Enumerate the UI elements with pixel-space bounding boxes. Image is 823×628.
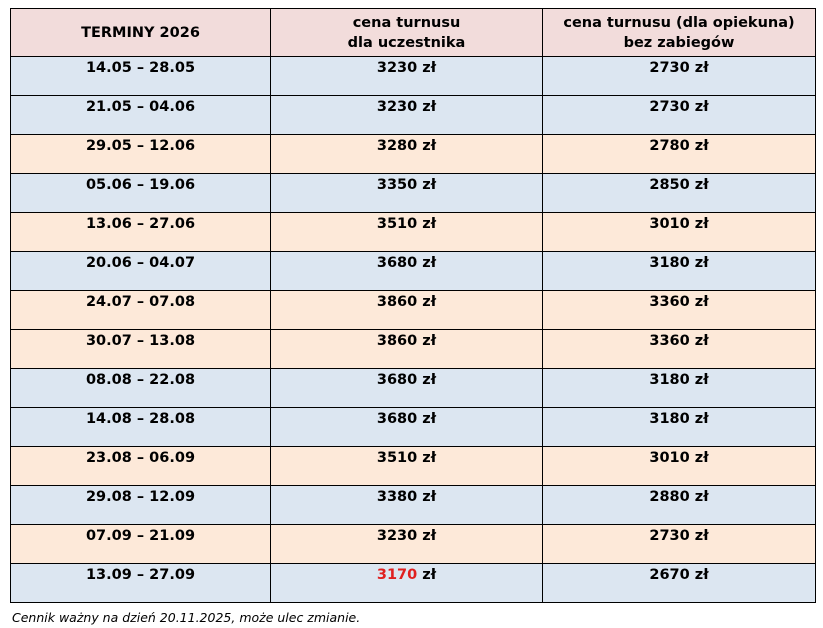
term-cell: 14.08 – 28.08 bbox=[11, 408, 271, 447]
participant-price-cell: 3680 zł bbox=[271, 408, 543, 447]
caregiver-price-cell: 2730 zł bbox=[543, 96, 816, 135]
table-row bbox=[11, 447, 816, 486]
caregiver-price-cell: 3010 zł bbox=[543, 447, 816, 486]
participant-price-cell: 3680 zł bbox=[271, 369, 543, 408]
caregiver-price-cell: 2880 zł bbox=[543, 486, 816, 525]
caregiver-price-cell: 3360 zł bbox=[543, 291, 816, 330]
header-participant-line-2: dla uczestnika bbox=[347, 34, 466, 51]
participant-price-cell: 3350 zł bbox=[271, 174, 543, 213]
term-cell: 24.07 – 07.08 bbox=[11, 291, 271, 330]
caregiver-price-cell: 3180 zł bbox=[543, 408, 816, 447]
participant-price-cell: 3510 zł bbox=[271, 447, 543, 486]
table-row bbox=[11, 564, 816, 603]
term-cell: 14.05 – 28.05 bbox=[11, 57, 271, 96]
table-header-row bbox=[11, 9, 816, 57]
header-caregiver-line-2: bez zabiegów bbox=[623, 34, 735, 51]
header-participant-price bbox=[271, 9, 543, 57]
term-cell: 08.08 – 22.08 bbox=[11, 369, 271, 408]
participant-price-cell bbox=[271, 564, 543, 603]
header-terms-label: TERMINY 2026 bbox=[81, 24, 200, 41]
participant-price-cell: 3510 zł bbox=[271, 213, 543, 252]
caregiver-price-cell: 3180 zł bbox=[543, 252, 816, 291]
participant-price-cell: 3380 zł bbox=[271, 486, 543, 525]
term-cell: 29.05 – 12.06 bbox=[11, 135, 271, 174]
term-cell: 13.06 – 27.06 bbox=[11, 213, 271, 252]
table-row bbox=[11, 174, 816, 213]
table-row bbox=[11, 486, 816, 525]
term-cell: 23.08 – 06.09 bbox=[11, 447, 271, 486]
table-row bbox=[11, 369, 816, 408]
caregiver-price-cell: 2730 zł bbox=[543, 525, 816, 564]
term-cell: 13.09 – 27.09 bbox=[11, 564, 271, 603]
caregiver-price-cell: 2670 zł bbox=[543, 564, 816, 603]
table-row bbox=[11, 135, 816, 174]
term-cell: 21.05 – 04.06 bbox=[11, 96, 271, 135]
table-row bbox=[11, 57, 816, 96]
participant-price-cell: 3230 zł bbox=[271, 96, 543, 135]
participant-price-cell: 3280 zł bbox=[271, 135, 543, 174]
header-participant-line-1: cena turnusu bbox=[352, 14, 461, 31]
participant-price-cell: 3230 zł bbox=[271, 525, 543, 564]
term-cell: 29.08 – 12.09 bbox=[11, 486, 271, 525]
price-table bbox=[10, 8, 816, 603]
header-caregiver-line-1: cena turnusu (dla opiekuna) bbox=[563, 14, 795, 31]
caregiver-price-cell: 2780 zł bbox=[543, 135, 816, 174]
caregiver-price-cell: 3360 zł bbox=[543, 330, 816, 369]
price-unit: zł bbox=[417, 567, 437, 583]
participant-price-cell: 3680 zł bbox=[271, 252, 543, 291]
caregiver-price-cell: 2730 zł bbox=[543, 57, 816, 96]
highlighted-price-amount: 3170 bbox=[376, 567, 418, 583]
header-caregiver-price bbox=[543, 9, 816, 57]
table-row bbox=[11, 291, 816, 330]
table-row bbox=[11, 408, 816, 447]
header-terms bbox=[11, 9, 271, 57]
caregiver-price-cell: 2850 zł bbox=[543, 174, 816, 213]
caregiver-price-cell: 3180 zł bbox=[543, 369, 816, 408]
table-row bbox=[11, 525, 816, 564]
table-row bbox=[11, 213, 816, 252]
term-cell: 07.09 – 21.09 bbox=[11, 525, 271, 564]
validity-footnote: Cennik ważny na dzień 20.11.2025, może ulec zmianie. bbox=[12, 610, 361, 625]
table-row bbox=[11, 330, 816, 369]
table-row bbox=[11, 252, 816, 291]
participant-price-cell: 3230 zł bbox=[271, 57, 543, 96]
caregiver-price-cell: 3010 zł bbox=[543, 213, 816, 252]
term-cell: 05.06 – 19.06 bbox=[11, 174, 271, 213]
term-cell: 20.06 – 04.07 bbox=[11, 252, 271, 291]
table-row bbox=[11, 96, 816, 135]
term-cell: 30.07 – 13.08 bbox=[11, 330, 271, 369]
participant-price-cell: 3860 zł bbox=[271, 291, 543, 330]
participant-price-cell: 3860 zł bbox=[271, 330, 543, 369]
